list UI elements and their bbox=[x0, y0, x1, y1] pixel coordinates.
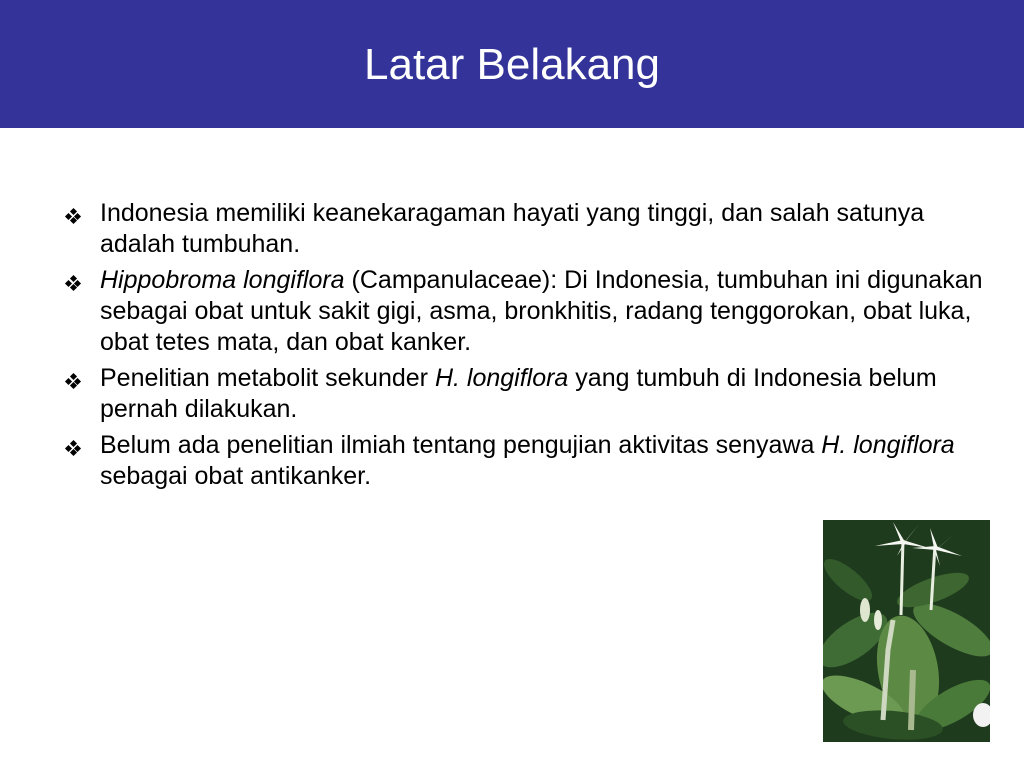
title-bar bbox=[0, 0, 1024, 128]
bullet-item bbox=[60, 430, 990, 492]
diamond-bullet-icon bbox=[66, 276, 80, 290]
bullet-text bbox=[100, 199, 924, 258]
bullet-list bbox=[60, 198, 990, 497]
bullet-text-run: Indonesia memiliki keanekaragaman hayati yang tinggi, dan salah satunya adalah tumbuhan. bbox=[100, 199, 925, 258]
diamond-bullet-icon bbox=[66, 441, 80, 455]
bullet-text bbox=[100, 266, 983, 356]
species-name: H. longiflora bbox=[821, 431, 955, 459]
bullet-text-run: yang tumbuh di Indonesia belum pernah dilakukan. bbox=[100, 364, 937, 423]
species-name: H. longiflora bbox=[434, 364, 569, 392]
bullet-text-run: Belum ada penelitian ilmiah tentang pengujian aktivitas senyawa bbox=[100, 431, 822, 459]
diamond-bullet-icon bbox=[66, 209, 80, 223]
bullet-item bbox=[60, 198, 990, 260]
bullet-text-run: (Campanulaceae): Di Indonesia, tumbuhan ini digunakan sebagai obat untuk sakit gigi, asma, bronkhitis, radang tenggorokan, obat luka, obat tetes mata, dan obat kanker. bbox=[100, 266, 983, 356]
species-name: Hippobroma longiflora bbox=[100, 266, 345, 294]
bullet-item bbox=[60, 363, 990, 425]
bullet-text-run: Penelitian metabolit sekunder bbox=[100, 364, 435, 392]
bullet-text-run: sebagai obat antikanker. bbox=[100, 462, 372, 490]
bullet-text bbox=[100, 364, 937, 423]
plant-photo bbox=[823, 520, 990, 742]
diamond-bullet-icon bbox=[66, 374, 80, 388]
bullet-text bbox=[100, 431, 955, 490]
bullet-item bbox=[60, 265, 990, 358]
slide-title: Latar Belakang bbox=[364, 40, 660, 89]
